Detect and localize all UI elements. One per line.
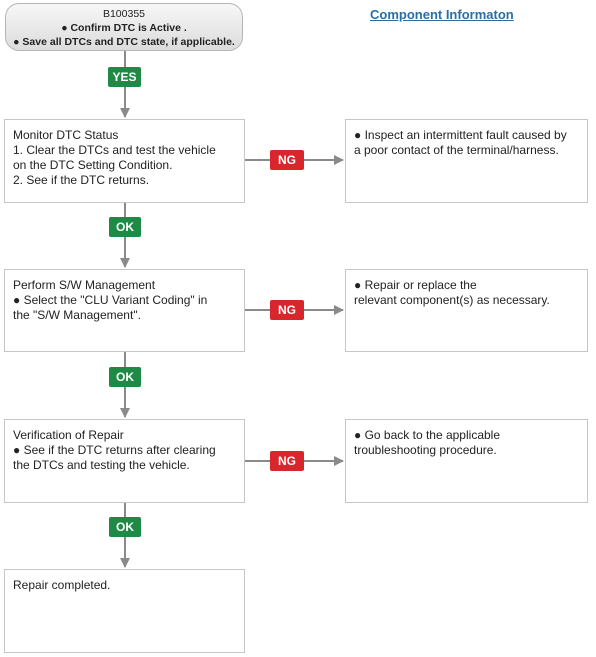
step-repair-completed [4,569,245,653]
step-line: the DTCs and testing the vehicle. [13,458,190,472]
step-line: ● Select the "CLU Variant Coding" in [13,293,208,307]
action-line: ● Repair or replace the [354,278,477,292]
ok-badge-3: OK [109,517,141,537]
yes-badge: YES [108,67,141,87]
step-line: on the DTC Setting Condition. [13,158,173,172]
step-perform-sw-management [4,269,245,352]
start-box [5,3,243,51]
ng-badge-1: NG [270,150,304,170]
step-line: the "S/W Management". [13,308,141,322]
start-item-save: ● Save all DTCs and DTC state, if applicable. [13,36,235,48]
action-line: troubleshooting procedure. [354,443,497,457]
step-line: ● See if the DTC returns after clearing [13,443,216,457]
step-monitor-dtc-status [4,119,245,203]
start-item-confirm: ● Confirm DTC is Active . [61,22,187,34]
action-line: relevant component(s) as necessary. [354,293,550,307]
step-title: Repair completed. [13,578,111,592]
ng-action-inspect [345,119,588,203]
step-line: 2. See if the DTC returns. [13,173,150,187]
step-title: Perform S/W Management [13,278,156,292]
action-line: ● Go back to the applicable [354,428,501,442]
action-line: ● Inspect an intermittent fault caused by [354,128,567,142]
step-title: Verification of Repair [13,428,124,442]
component-information-link[interactable]: Component Informaton [370,7,514,22]
ng-action-go-back [345,419,588,503]
action-line: a poor contact of the terminal/harness. [354,143,559,157]
ng-badge-2: NG [270,300,304,320]
ng-badge-3: NG [270,451,304,471]
ok-badge-1: OK [109,217,141,237]
dtc-code: B100355 [102,8,146,20]
ok-badge-2: OK [109,367,141,387]
ng-action-repair-replace [345,269,588,352]
step-title: Monitor DTC Status [13,128,119,142]
step-verification-of-repair [4,419,245,503]
step-line: 1. Clear the DTCs and test the vehicle [13,143,216,157]
